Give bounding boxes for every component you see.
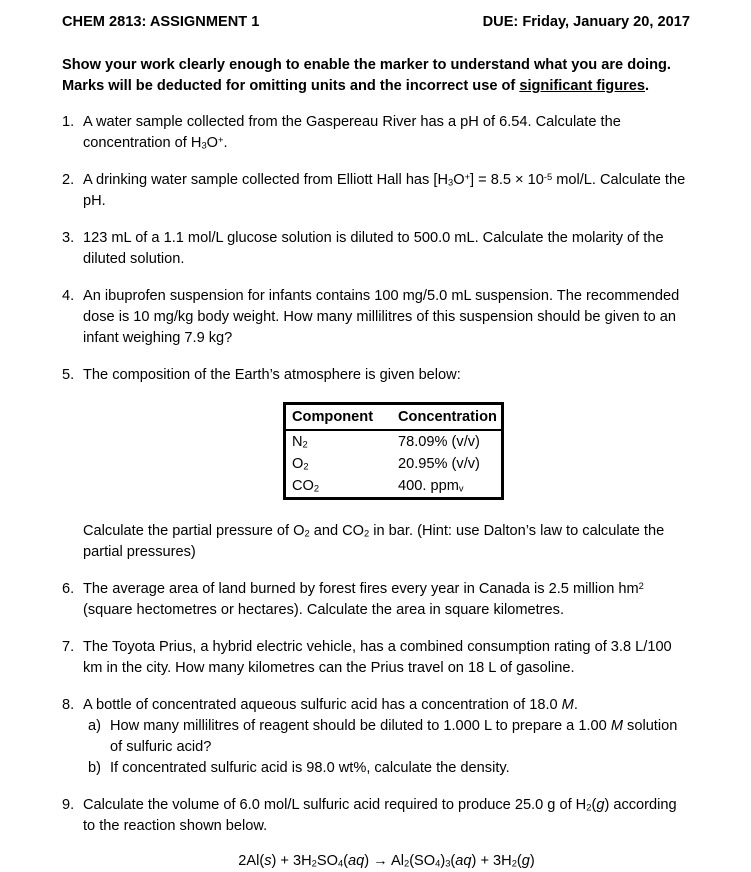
table-row [285,475,503,499]
text-run: 2 [304,528,310,539]
question-followup-text [83,521,690,563]
question-text [83,637,690,679]
text-run: O [206,135,219,151]
text-run: 2 [302,439,308,450]
text-run: g [596,797,605,813]
text-run: 2 [586,802,592,813]
text-run: Calculate the volume of 6.0 mol/L sulfuric acid required to produce 25.0 g of H [83,797,587,813]
question-body [83,637,690,679]
text-run: ) → Al [364,853,404,869]
text-run: O [292,456,304,472]
table-header-cell: Component [285,404,393,431]
question-number: 8. [62,697,75,713]
question [62,579,690,621]
question-body [83,795,690,872]
text-run: 2 [403,858,410,869]
question-row [62,365,690,563]
instructions-text: Show your work clearly enough to enable the marker to understand what you are doing. Marks will be deducted for omitting units and the incorrect use of [62,57,671,94]
text-run: ) [440,853,446,869]
questions-list [62,112,690,872]
text-run: An ibuprofen suspension for infants contains 100 mg/5.0 mL suspension. The recommended dose is 10 mg/kg body weight. How many millilitres of this suspension should be given to an infant weighing 7.9 kg? [83,288,680,346]
text-run: ( [591,797,597,813]
subitem-letter: a) [88,718,101,734]
question-body [83,365,690,563]
text-run: A drinking water sample collected from Elliott Hall has [H [83,172,448,188]
question [62,170,690,212]
question [62,228,690,270]
text-run: 2 [303,461,309,472]
text-run: g [521,853,530,869]
text-run: -5 [543,171,553,182]
text-run: v [458,483,464,494]
table-body [285,430,503,499]
due-date: DUE: Friday, January 20, 2017 [482,14,690,30]
text-run: ( [343,853,349,869]
text-run: The average area of land burned by forest fires every year in Canada is 2.5 million hm [83,581,639,597]
question-text [83,170,690,212]
text-run: + [218,134,224,145]
text-run: The composition of the Earth’s atmosphere is given below: [83,367,461,383]
text-run: (SO [409,853,436,869]
text-run: ) [529,853,535,869]
text-run: CO [292,478,314,494]
text-run: Calculate the partial pressure of O [83,523,305,539]
text-run: The Toyota Prius, a hybrid electric vehicle, has a combined consumption rating of 3.8 L/100 km in the city. How many kilometres can the Prius travel on 18 L of gasoline. [83,639,672,676]
question-row [62,112,690,154]
question-body [83,228,690,270]
table-header-row [285,404,503,431]
table-cell [392,430,502,453]
document-header [62,12,690,33]
table-header-cell: Concentration [392,404,502,431]
text-run: 78.09% (v/v) [398,434,480,450]
question-text [83,579,690,621]
question-row [62,286,690,349]
text-run: 3 [448,177,454,188]
text-run: ( [516,853,522,869]
question-row [62,795,690,872]
text-run: 2Al( [238,853,265,869]
question-body [83,695,690,779]
text-run: 400. ppm [398,478,459,494]
question [62,286,690,349]
text-run: O [453,172,465,188]
question [62,112,690,154]
text-run: M [610,718,623,734]
question [62,695,690,779]
text-run: A bottle of concentrated aqueous sulfuric acid has a concentration of 18.0 [83,697,562,713]
question-text [83,365,690,386]
text-run: (square hectometres or hectares). Calculate the area in square kilometres. [83,602,565,618]
question [62,795,690,872]
question-text [83,695,690,716]
question-text [83,286,690,349]
text-run: . [573,697,578,713]
text-run: 2 [311,858,317,869]
question-number: 5. [62,367,75,383]
question-number: 2. [62,172,75,188]
table-cell [285,475,393,499]
text-run: How many millilitres of reagent should be diluted to 1.000 L to prepare a 1.00 [110,718,611,734]
question-number: 7. [62,639,75,655]
text-run: 3 [445,858,451,869]
table-cell [285,430,393,453]
question-row [62,695,690,779]
question-text [83,112,690,154]
text-run: in bar. (Hint: use Dalton’s law to calculate the partial pressures) [83,523,665,560]
question-body [83,286,690,349]
table-head [285,404,503,431]
instructions-paragraph [62,55,690,97]
table-cell [285,453,393,475]
table-cell [392,453,502,475]
table-cell [392,475,502,499]
subitem-text [110,758,510,779]
table-row [285,430,503,453]
question-body [83,579,690,621]
reaction-equation [83,851,690,872]
text-run: + [464,171,471,182]
text-run: aq [455,853,472,869]
question-body [83,112,690,154]
text-run: 2 [313,483,320,494]
text-run: A water sample collected from the Gaspereau River has a pH of 6.54. Calculate the concentration of H [83,114,621,151]
text-run: solution of sulfuric acid? [110,718,678,755]
text-run: aq [348,853,365,869]
question [62,637,690,679]
text-run: ] = 8.5 × 10 [470,172,544,188]
text-run: . [223,135,228,151]
text-run: M [561,697,574,713]
text-run: ( [450,853,456,869]
text-run: ) according to the reaction shown below. [83,797,677,834]
text-run: 2 [511,858,517,869]
text-run: N [292,434,303,450]
question-subitem [88,716,690,758]
text-run: SO [316,853,338,869]
subitem-letter: b) [88,760,101,776]
table-row [285,453,503,475]
text-run: and CO [309,523,365,539]
instructions-period: . [645,78,650,94]
question-body [83,170,690,212]
question-row [62,579,690,621]
question-row [62,170,690,212]
question-number: 3. [62,230,75,246]
text-run: 2 [364,528,370,539]
question-number: 4. [62,288,75,304]
question-row [62,228,690,270]
text-run: 2 [638,580,644,591]
text-run: 3 [201,140,207,151]
atmosphere-composition-table [283,402,504,500]
subitem-text [110,716,690,758]
question-row [62,637,690,679]
text-run: 123 mL of a 1.1 mol/L glucose solution is diluted to 500.0 mL. Calculate the molarity of the diluted solution. [83,230,664,267]
text-run: 4 [435,858,441,869]
question-number: 6. [62,581,75,597]
course-title: CHEM 2813: ASSIGNMENT 1 [62,14,260,30]
question-subitem [88,758,690,779]
text-run: ) + 3H [471,853,512,869]
significant-figures-underlined: significant figures [519,78,646,94]
text-run: 20.95% (v/v) [398,456,480,472]
text-run: s [264,853,272,869]
question-text [83,228,690,270]
question [62,365,690,563]
text-run: 4 [337,858,344,869]
question-text [83,795,690,837]
text-run: If concentrated sulfuric acid is 98.0 wt%, calculate the density. [110,760,510,776]
text-run: ) + 3H [271,853,312,869]
question-number: 1. [62,114,75,130]
question-number: 9. [62,797,75,813]
text-run: mol/L. Calculate the pH. [83,172,686,209]
